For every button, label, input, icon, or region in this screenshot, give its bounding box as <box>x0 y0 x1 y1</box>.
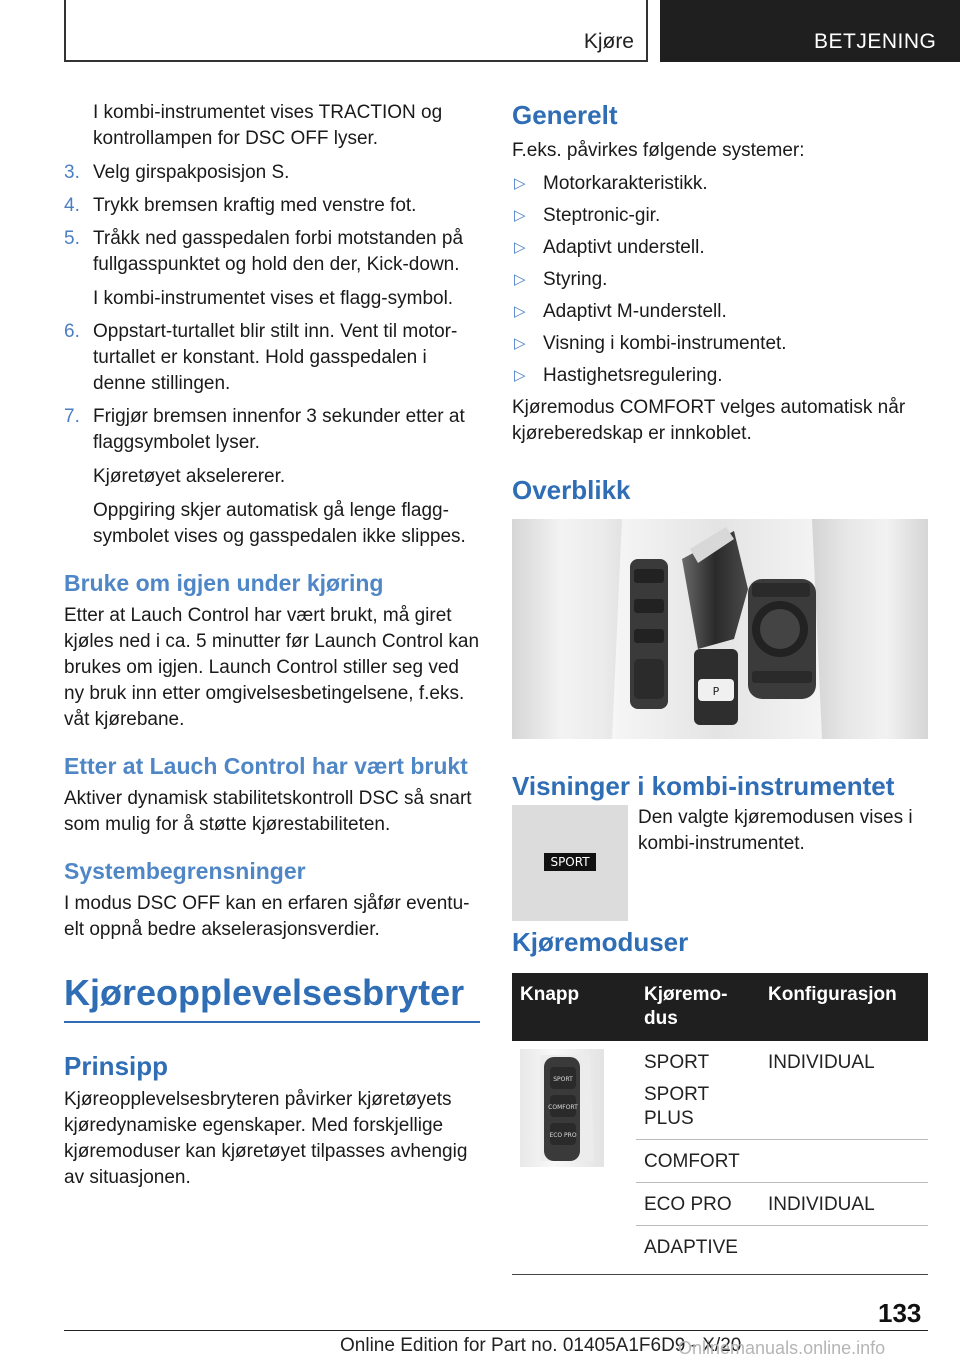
header-section-box <box>660 0 960 62</box>
col-header-button: Knapp <box>512 973 636 1041</box>
list-item: ▷ Adaptivt M-understell. <box>512 299 928 325</box>
display-text: Den valgte kjøremodusen vises i kombi-instrumentet. <box>638 807 913 854</box>
triangle-bullet-icon: ▷ <box>514 175 526 192</box>
step-7 <box>64 404 480 456</box>
list-item: ▷ Motorkarakteristikk. <box>512 171 928 197</box>
table-bottom-rule <box>512 1274 928 1275</box>
sport-badge: SPORT <box>544 853 596 871</box>
triangle-bullet-icon: ▷ <box>514 207 526 224</box>
config-cell: INDIVIDUAL <box>760 1183 928 1226</box>
footer-rule <box>64 1330 928 1331</box>
general-outro: Kjøremodus COMFORT velges automatisk når kjøreberedskap er innkoblet. <box>512 397 906 444</box>
step-text: Tråkk ned gasspedalen forbi motstanden på fullgasspunktet og hold den der, Kick-down. <box>93 228 464 275</box>
triangle-bullet-icon: ▷ <box>514 367 526 384</box>
button-label: COMFORT <box>548 1104 578 1111</box>
list-item: ▷ Adaptivt understell. <box>512 235 928 261</box>
heading-rule <box>64 1021 480 1023</box>
triangle-bullet-icon: ▷ <box>514 239 526 256</box>
console-illustration <box>512 519 928 739</box>
step-text: Frigjør bremsen innenfor 3 sekunder etter at flaggsymbolet lyser. <box>93 406 465 453</box>
config-cell <box>760 1140 928 1183</box>
step-text: Oppstart-turtallet blir stilt inn. Vent til motor-turtallet er konstant. Hold gasspedalen i denne stillingen. <box>93 321 458 394</box>
mode-cell: SPORT SPORT PLUS <box>636 1041 760 1140</box>
button-label: ECO PRO <box>549 1132 577 1139</box>
button-label: SPORT <box>553 1076 573 1083</box>
edition-text: Online Edition for Part no. 01405A1F6D9 - X/20 <box>340 1335 742 1356</box>
svg-text:P: P <box>712 685 720 698</box>
step-number: 4. <box>64 195 80 216</box>
triangle-bullet-icon: ▷ <box>514 303 526 320</box>
table-header-row <box>512 973 928 1041</box>
triangle-bullet-icon: ▷ <box>514 271 526 288</box>
button-image-cell <box>512 1041 636 1268</box>
right-column <box>512 100 928 1275</box>
general-intro: F.eks. påvirkes følgende systemer: <box>512 140 805 161</box>
header-chapter-box <box>64 0 648 62</box>
col-header-mode: Kjøremo-dus <box>636 973 760 1041</box>
after-use-text: Aktiver dynamisk stabilitetskontroll DSC så snart som mulig for å støtte kjørestabiliteten. <box>64 788 472 835</box>
step-text: Velg girspakposisjon S. <box>93 162 290 183</box>
intro-text: I kombi-instrumentet vises TRACTION og kontrollampen for DSC OFF lyser. <box>93 102 443 149</box>
modes-table <box>512 973 928 1268</box>
modes-heading: Kjøremoduser <box>512 927 689 957</box>
step-5-note: I kombi-instrumentet vises et flagg-symbol. <box>93 288 454 309</box>
config-cell <box>760 1226 928 1269</box>
table-row <box>512 1041 928 1140</box>
section-title: BETJENING <box>814 30 937 53</box>
list-item: ▷ Styring. <box>512 267 928 293</box>
step-3 <box>64 160 480 186</box>
center-console-photo <box>512 519 928 739</box>
list-item: ▷ Hastighetsregulering. <box>512 363 928 389</box>
mode-cell: ECO PRO <box>636 1183 760 1226</box>
display-block <box>512 805 928 921</box>
cluster-display-image <box>512 805 628 921</box>
step-5 <box>64 226 480 278</box>
mode-buttons-image <box>520 1049 604 1167</box>
general-heading: Generelt <box>512 100 618 130</box>
step-number: 3. <box>64 162 80 183</box>
display-heading: Visninger i kombi-instrumentet <box>512 771 895 801</box>
watermark: Onlinemanuals.online.info <box>678 1338 886 1358</box>
step-text: Trykk bremsen kraftig med venstre fot. <box>93 195 417 216</box>
mode-cell: COMFORT <box>636 1140 760 1183</box>
mode-cell: ADAPTIVE <box>644 1237 738 1258</box>
list-item: ▷ Visning i kombi-instrumentet. <box>512 331 928 357</box>
after-use-heading: Etter at Lauch Control har vært brukt <box>64 753 468 779</box>
col-header-config: Konfigurasjon <box>760 973 928 1041</box>
list-item: ▷ Steptronic-gir. <box>512 203 928 229</box>
left-column <box>64 100 480 1191</box>
limits-heading: Systembegrensninger <box>64 858 306 884</box>
limits-text: I modus DSC OFF kan en erfaren sjåfør eventu-elt oppnå bedre akselerasjonsverdier. <box>64 893 470 940</box>
page-number: 133 <box>878 1298 922 1328</box>
step-6 <box>64 319 480 397</box>
step-number: 7. <box>64 406 80 427</box>
reuse-text: Etter at Lauch Control har vært brukt, må giret kjøles ned i ca. 5 minutter før Launch Control kan brukes om igjen. Launch Control stiller seg ved ny bruk inn etter omgivelsesbetingelsene, f.eks. våt kjørebane. <box>64 605 480 730</box>
reuse-heading: Bruke om igjen under kjøring <box>64 570 384 596</box>
step-7-note-2: Oppgiring skjer automatisk gå lenge flagg-symbolet vises og gasspedalen ikke slippes. <box>93 500 466 547</box>
step-number: 6. <box>64 321 80 342</box>
step-4 <box>64 193 480 219</box>
main-heading: Kjøreopplevelsesbryter <box>64 972 465 1013</box>
step-number: 5. <box>64 228 80 249</box>
mode-switch-illustration <box>520 1049 604 1167</box>
triangle-bullet-icon: ▷ <box>514 335 526 352</box>
config-cell: INDIVIDUAL <box>760 1041 928 1140</box>
chapter-title: Kjøre <box>583 30 634 53</box>
principle-text: Kjøreopplevelsesbryteren påvirker kjøretøyets kjøredynamiske egenskaper. Med forskjellige kjøremoduser kan kjøretøyet tilpasses avhengig av situasjonen. <box>64 1089 468 1188</box>
principle-heading: Prinsipp <box>64 1051 169 1081</box>
step-7-note-1: Kjøretøyet akselererer. <box>93 466 286 487</box>
overview-heading: Overblikk <box>512 475 631 505</box>
